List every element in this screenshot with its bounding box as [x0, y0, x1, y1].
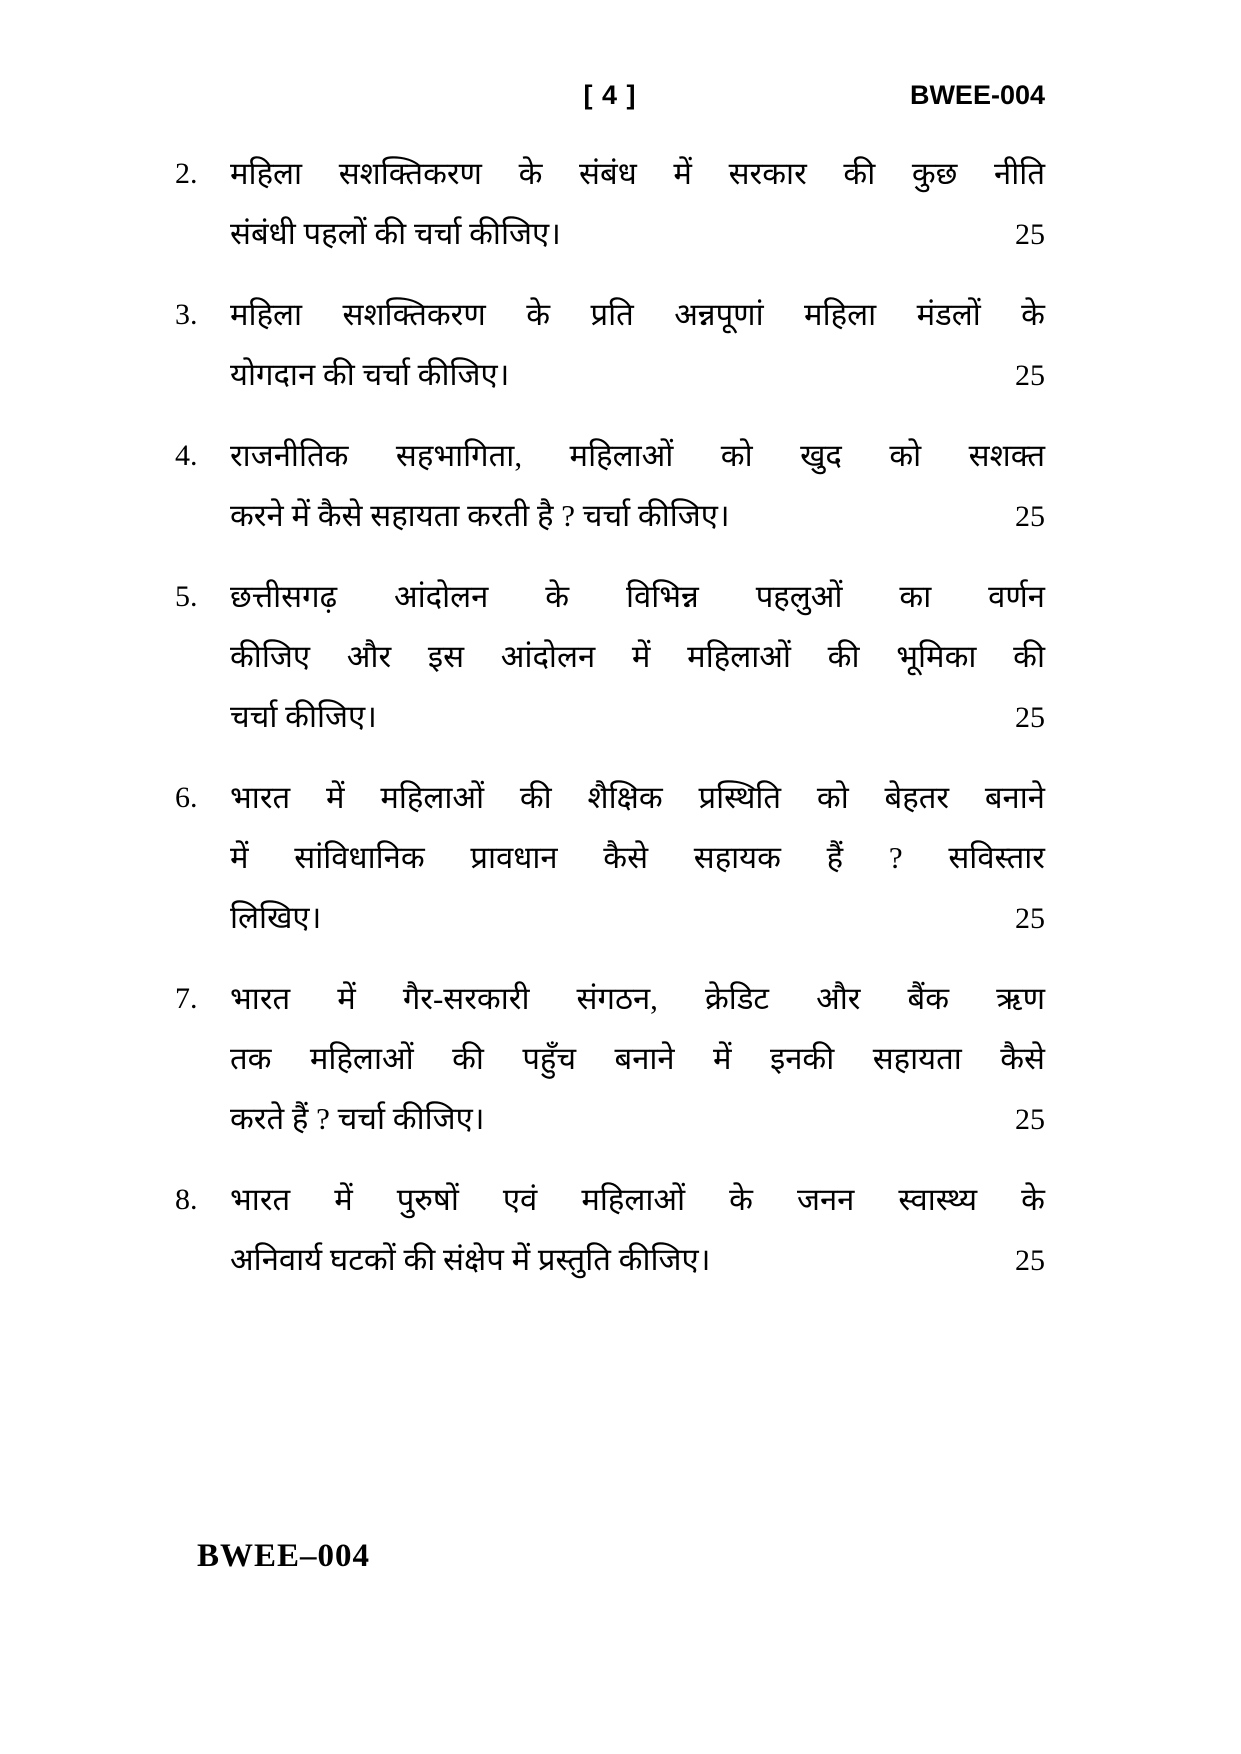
page-header — [175, 0, 1045, 118]
question-4 — [175, 426, 1045, 547]
question-text-line: छत्तीसगढ़ आंदोलन के विभिन्न पहलुओं का वर्णन — [230, 579, 1045, 614]
question-number: 4. — [175, 439, 198, 472]
question-text-line: करते हैं ? चर्चा कीजिए। — [230, 1101, 485, 1136]
question-number: 6. — [175, 781, 198, 814]
question-text-line: भारत में महिलाओं की शैक्षिक प्रस्थिति को बेहतर बनाने — [230, 780, 1045, 815]
question-7 — [175, 969, 1045, 1150]
question-text-line: तक महिलाओं की पहुँच बनाने में इनकी सहायता कैसे — [230, 1041, 1045, 1076]
marks-value: 25 — [1015, 902, 1045, 935]
question-body — [230, 768, 1045, 949]
question-number: 7. — [175, 982, 198, 1015]
question-last-line — [230, 687, 1045, 748]
question-number: 5. — [175, 580, 198, 613]
question-text-line: भारत में गैर-सरकारी संगठन, क्रेडिट और बैंक ऋण — [230, 981, 1045, 1016]
question-last-line — [230, 1230, 1045, 1291]
question-body — [230, 969, 1045, 1150]
question-6 — [175, 768, 1045, 949]
question-text-line: महिला सशक्तिकरण के संबंध में सरकार की कुछ नीति — [230, 156, 1045, 191]
question-text-line: भारत में पुरुषों एवं महिलाओं के जनन स्वास्थ्य के — [230, 1182, 1045, 1217]
question-text-line: में सांविधानिक प्रावधान कैसे सहायक हैं ? सविस्तार — [230, 840, 1045, 875]
page-number: [ 4 ] — [583, 80, 637, 110]
question-3 — [175, 285, 1045, 406]
question-text-line: लिखिए। — [230, 900, 322, 935]
question-text-line: करने में कैसे सहायता करती है ? चर्चा कीजिए। — [230, 498, 730, 533]
question-text-line: संबंधी पहलों की चर्चा कीजिए। — [230, 216, 561, 251]
question-number: 3. — [175, 298, 198, 331]
marks-value: 25 — [1015, 359, 1045, 392]
question-number: 2. — [175, 157, 198, 190]
question-body — [230, 567, 1045, 748]
marks-value: 25 — [1015, 500, 1045, 533]
question-body — [230, 144, 1045, 265]
question-8 — [175, 1170, 1045, 1291]
question-last-line — [230, 345, 1045, 406]
question-text-line: महिला सशक्तिकरण के प्रति अन्नपूणां महिला मंडलों के — [230, 297, 1045, 332]
marks-value: 25 — [1015, 701, 1045, 734]
question-5 — [175, 567, 1045, 748]
question-text-line: कीजिए और इस आंदोलन में महिलाओं की भूमिका की — [230, 639, 1045, 674]
question-text-line: योगदान की चर्चा कीजिए। — [230, 357, 510, 392]
question-2 — [175, 144, 1045, 265]
question-body — [230, 1170, 1045, 1291]
course-code-header: BWEE-004 — [909, 80, 1045, 110]
question-last-line — [230, 888, 1045, 949]
question-last-line — [230, 486, 1045, 547]
marks-value: 25 — [1015, 1103, 1045, 1136]
question-body — [230, 426, 1045, 547]
question-text-line: राजनीतिक सहभागिता, महिलाओं को खुद को सशक्त — [230, 438, 1045, 473]
marks-value: 25 — [1015, 218, 1045, 251]
question-text-line: अनिवार्य घटकों की संक्षेप में प्रस्तुति कीजिए। — [230, 1242, 711, 1277]
question-number: 8. — [175, 1183, 198, 1216]
marks-value: 25 — [1015, 1244, 1045, 1277]
question-last-line — [230, 204, 1045, 265]
question-list — [175, 144, 1045, 1291]
question-text-line: चर्चा कीजिए। — [230, 699, 377, 734]
question-body — [230, 285, 1045, 406]
course-code-footer: BWEE–004 — [197, 1538, 371, 1574]
question-last-line — [230, 1089, 1045, 1150]
